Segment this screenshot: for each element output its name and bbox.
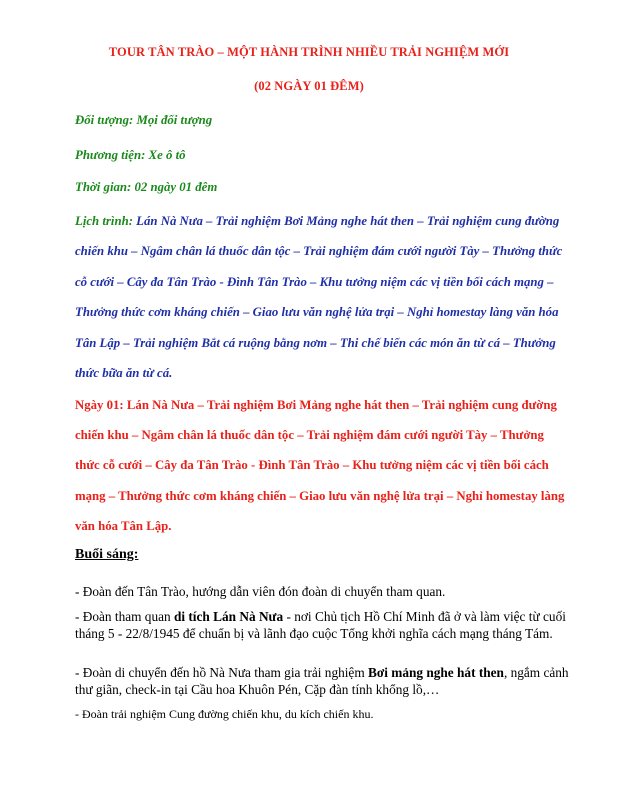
document-title: TOUR TÂN TRÀO – MỘT HÀNH TRÌNH NHIỀU TRẢI NGHIỆM MỚI (108, 45, 510, 59)
itinerary-line: Thưởng thức cơm kháng chiến – Giao lưu văn nghệ lửa trại – Nghỉ homestay làng văn hóa (75, 305, 559, 320)
itinerary-paragraph (75, 206, 580, 388)
itinerary-line: cỗ cưới – Cây đa Tân Trào - Đình Tân Trào – Khu tưởng niệm các vị tiền bối cách mạng – (75, 274, 554, 289)
transport-line: Phương tiện: Xe ô tô (75, 148, 186, 162)
morning-item-4: - Đoàn trải nghiệm Cung đường chiến khu, du kích chiến khu. (75, 707, 374, 721)
itinerary-line: Lịch trình: Lán Nà Nưa – Trải nghiệm Bơi Mảng nghe hát then – Trải nghiệm cung đường (75, 214, 560, 228)
day1-paragraph (75, 390, 580, 541)
highlight-text: di tích Lán Nà Nưa (173, 609, 284, 624)
itinerary-line: Tân Lập – Trải nghiệm Bắt cá ruộng bằng nơm – Thi chế biến các món ăn từ cá – Thưởng (75, 335, 556, 350)
day1-line: Ngày 01: Lán Nà Nưa – Trải nghiệm Bơi Mảng nghe hát then – Trải nghiệm cung đường (75, 398, 557, 412)
itinerary-line: thức bữa ăn từ cá. (75, 366, 173, 381)
day1-line: văn hóa Tân Lập. (75, 518, 172, 533)
itinerary-line: chiến khu – Ngâm chân lá thuốc dân tộc – Trải nghiệm đám cưới người Tày – Thưởng thức (75, 244, 563, 259)
morning-item-2: - Đoàn tham quan di tích Lán Nà Nưa - nơi Chủ tịch Hồ Chí Minh đã ở và làm việc từ cuối tháng 5 - 22/8/1945 để chuẩn bị và lãnh đạo cuộc Tổng khởi nghĩa cách mạng tháng Tám. (75, 609, 566, 642)
day1-line: mạng – Thưởng thức cơm kháng chiến – Giao lưu văn nghệ lửa trại – Nghỉ homestay làng (75, 488, 565, 503)
highlight-text: Bơi mảng nghe hát then (368, 665, 504, 680)
document-subtitle: (02 NGÀY 01 ĐÊM) (254, 79, 364, 93)
morning-item-1: - Đoàn đến Tân Trào, hướng dẫn viên đón đoàn di chuyển tham quan. (75, 584, 446, 599)
morning-heading: Buổi sáng: (75, 547, 139, 562)
itinerary-label: Lịch trình: (75, 214, 133, 228)
duration-line: Thời gian: 02 ngày 01 đêm (75, 180, 218, 194)
day1-line: chiến khu – Ngâm chân lá thuốc dân tộc – Trải nghiệm đám cưới người Tày – Thưởng (75, 428, 544, 443)
audience-line: Đối tượng: Mọi đối tượng (75, 113, 213, 127)
day1-line: thức cỗ cưới – Cây đa Tân Trào - Đình Tân Trào – Khu tưởng niệm các vị tiền bối cách (75, 458, 549, 473)
morning-item-3: - Đoàn di chuyển đến hồ Nà Nưa tham gia trải nghiệm Bơi mảng nghe hát then, ngắm cảnh thư giãn, check-in tại Cầu hoa Khuôn Pén, Cặp đàn tính khổng lồ,… (75, 665, 569, 698)
